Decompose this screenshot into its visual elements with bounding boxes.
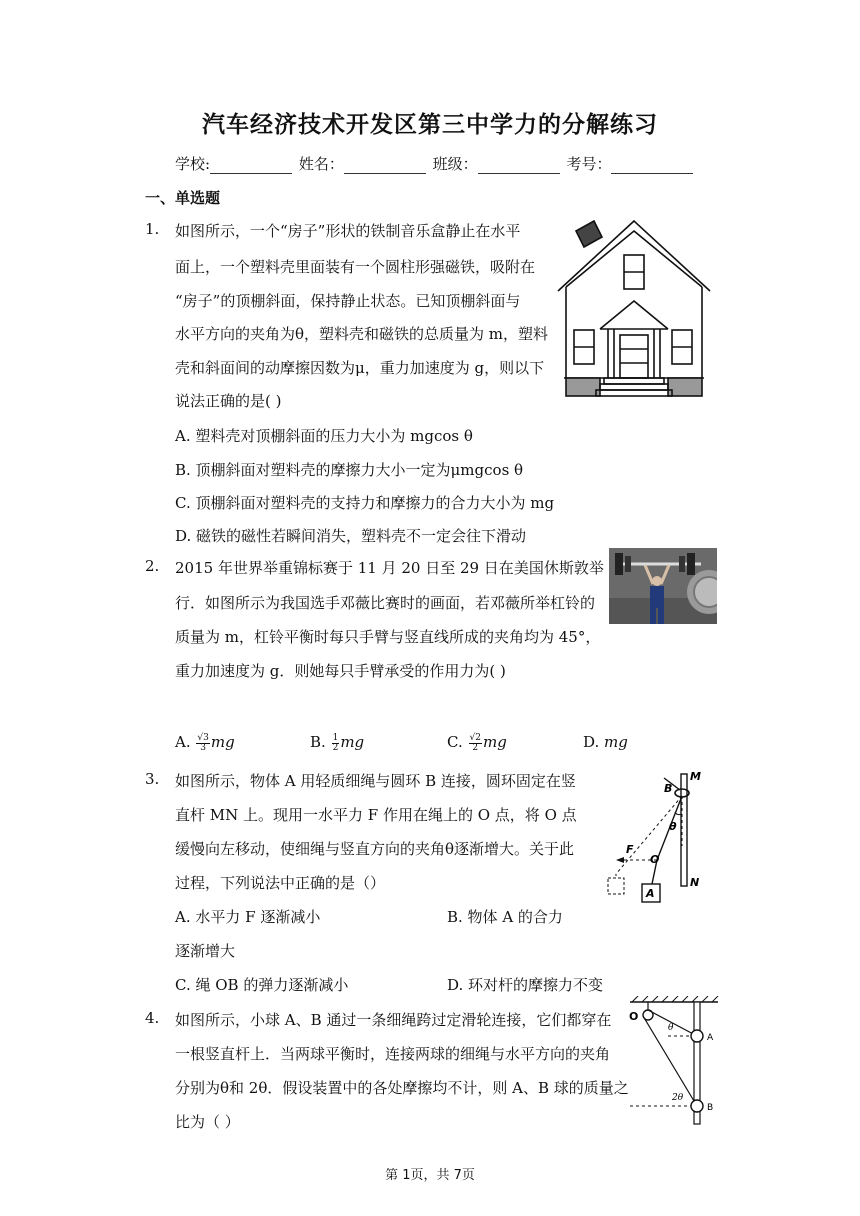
q2-c-label: C.: [447, 733, 463, 751]
q1-line: 说法正确的是( ): [175, 392, 282, 410]
student-info-line: [175, 153, 695, 174]
q2-number: 2.: [145, 557, 160, 575]
q1-line: 壳和斜面间的动摩擦因数为μ，重力加速度为 g，则以下: [175, 359, 545, 377]
q1-option-d[interactable]: D. 磁铁的磁性若瞬间消失，塑料壳不一定会往下滑动: [175, 527, 527, 545]
label-two-theta: 2θ: [672, 1093, 684, 1103]
q1-line: 如图所示，一个“房子”形状的铁制音乐盒静止在水平: [175, 222, 521, 240]
q3-option-c[interactable]: C. 绳 OB 的弹力逐渐减小: [175, 976, 349, 994]
q2-c-denominator: 2: [472, 742, 479, 753]
section-heading: 一、单选题: [145, 189, 221, 207]
q1-option-a[interactable]: A. 塑料壳对顶棚斜面的压力大小为 mgcos θ: [175, 427, 473, 445]
label-b: B: [707, 1103, 714, 1113]
q2-c-tail: mg: [482, 733, 507, 751]
q4-line: 分别为θ和 2θ．假设装置中的各处摩擦均不计，则 A、B 球的质量之: [175, 1079, 629, 1097]
weightlifter-photo: [609, 548, 717, 624]
school-blank[interactable]: [210, 159, 292, 174]
q3-line: 过程，下列说法中正确的是（）: [175, 874, 386, 892]
q1-number: 1.: [145, 220, 160, 238]
label-a: A: [707, 1033, 714, 1043]
q2-line: 行．如图所示为我国选手邓薇比赛时的画面，若邓薇所举杠铃的: [175, 594, 596, 612]
q2-option-c[interactable]: [447, 733, 507, 753]
page-title: 汽车经济技术开发区第三中学力的分解练习: [202, 112, 658, 138]
exam-no-label: 考号：: [566, 155, 612, 173]
q4-number: 4.: [145, 1009, 160, 1027]
q3-option-a[interactable]: A. 水平力 F 逐渐减小: [175, 908, 321, 926]
q2-d-label: D.: [583, 733, 600, 751]
label-f: F: [626, 843, 634, 856]
school-label: 学校:: [175, 155, 211, 173]
q1-line: “房子”的顶棚斜面，保持静止状态。已知顶棚斜面与: [175, 292, 521, 310]
name-label: 姓名：: [298, 155, 344, 173]
q2-b-numerator: 1: [332, 732, 339, 743]
q3-option-b-continued: 逐渐增大: [175, 942, 236, 960]
q2-option-a[interactable]: [175, 733, 235, 753]
label-o: O: [629, 1010, 639, 1023]
q2-b-fraction: [332, 734, 340, 753]
name-blank[interactable]: [344, 159, 426, 174]
q2-a-numerator: √3: [197, 732, 209, 743]
q2-c-numerator: √2: [469, 732, 481, 743]
q1-option-b[interactable]: B. 顶棚斜面对塑料壳的摩擦力大小一定为μmgcos θ: [175, 461, 524, 479]
q2-option-d[interactable]: [583, 733, 628, 751]
class-label: 班级：: [432, 155, 478, 173]
q1-line: 水平方向的夹角为θ，塑料壳和磁铁的总质量为 m，塑料: [175, 325, 549, 343]
q2-a-fraction: [196, 734, 209, 753]
q2-a-denominator: 3: [200, 742, 206, 753]
q2-option-b[interactable]: [310, 733, 364, 753]
label-theta: θ: [669, 820, 677, 833]
pulley-figure: [628, 996, 720, 1128]
q2-line: 质量为 m，杠铃平衡时每只手臂与竖直线所成的夹角均为 45°，: [175, 628, 601, 646]
q2-line: 重力加速度为 g．则她每只手臂承受的作用力为( ): [175, 662, 506, 680]
rope-ring-figure: [584, 766, 714, 908]
q3-option-d[interactable]: D. 环对杆的摩擦力不变: [447, 976, 604, 994]
label-a: A: [646, 887, 655, 900]
q3-line: 缓慢向左移动，使细绳与竖直方向的夹角θ逐渐增大。关于此: [175, 840, 575, 858]
q2-b-label: B.: [310, 733, 326, 751]
q1-line: 面上，一个塑料壳里面装有一个圆柱形强磁铁，吸附在: [175, 258, 536, 276]
q3-line: 直杆 MN 上。现用一水平力 F 作用在绳上的 O 点，将 O 点: [175, 806, 577, 824]
q3-option-b[interactable]: B. 物体 A 的合力: [447, 908, 563, 926]
q3-number: 3.: [145, 770, 160, 788]
exam-no-blank[interactable]: [611, 159, 693, 174]
label-o: O: [650, 853, 660, 866]
label-n: N: [690, 876, 700, 889]
q2-line: 2015 年世界举重锦标赛于 11 月 20 日至 29 日在美国休斯敦举: [175, 559, 604, 577]
house-figure: [554, 213, 714, 403]
q2-a-tail: mg: [210, 733, 235, 751]
q2-c-fraction: [469, 734, 482, 753]
label-b: B: [664, 782, 673, 795]
label-theta: θ: [668, 1023, 674, 1033]
q4-line: 一根竖直杆上．当两球平衡时，连接两球的细绳与水平方向的夹角: [175, 1045, 611, 1063]
label-m: M: [690, 770, 701, 783]
q4-line: 如图所示，小球 A、B 通过一条细绳跨过定滑轮连接，它们都穿在: [175, 1011, 612, 1029]
q1-option-c[interactable]: C. 顶棚斜面对塑料壳的支持力和摩擦力的合力大小为 mg: [175, 494, 555, 512]
q3-line: 如图所示，物体 A 用轻质细绳与圆环 B 连接，圆环固定在竖: [175, 772, 576, 790]
q2-a-label: A.: [175, 733, 191, 751]
q2-d-tail: mg: [604, 733, 628, 751]
q4-line: 比为（ ）: [175, 1113, 240, 1131]
class-blank[interactable]: [478, 159, 560, 174]
q2-b-denominator: 2: [332, 742, 339, 753]
q2-b-tail: mg: [340, 733, 365, 751]
page-footer: 第 1页，共 7页: [385, 1168, 475, 1183]
